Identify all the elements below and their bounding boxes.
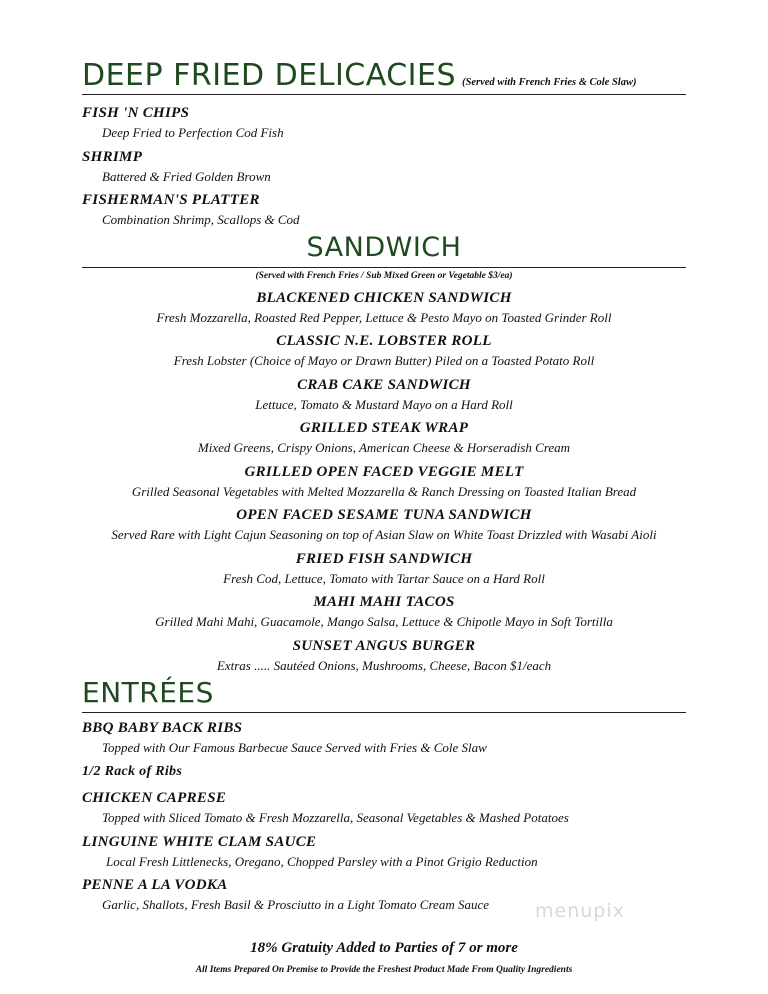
entrees-header: [82, 676, 214, 709]
deep-fried-note: (Served with French Fries & Cole Slaw): [462, 77, 637, 88]
item-name: CHICKEN CAPRESE: [82, 790, 227, 806]
sandwich-rule: [82, 267, 686, 268]
sandwich-note: (Served with French Fries / Sub Mixed Green or Vegetable $3/ea): [255, 271, 513, 281]
item-desc: Served Rare with Light Cajun Seasoning on top of Asian Slaw on White Toast Drizzled with Wasabi Aioli: [111, 527, 657, 542]
item-name: CRAB CAKE SANDWICH: [297, 377, 471, 393]
item-name: LINGUINE WHITE CLAM SAUCE: [82, 834, 317, 850]
deep-fried-rule: [82, 94, 686, 95]
item-name: GRILLED STEAK WRAP: [299, 420, 469, 436]
gratuity-note: 18% Gratuity Added to Parties of 7 or more: [250, 940, 518, 956]
item-desc: Deep Fried to Perfection Cod Fish: [102, 125, 284, 140]
item-desc: Grilled Seasonal Vegetables with Melted Mozzarella & Ranch Dressing on Toasted Italian Bread: [131, 484, 637, 499]
item-name: BBQ BABY BACK RIBS: [82, 720, 243, 736]
item-desc: Fresh Lobster (Choice of Mayo or Drawn Butter) Piled on a Toasted Potato Roll: [173, 353, 595, 368]
item-desc: Extras ..... Sautéed Onions, Mushrooms, Cheese, Bacon $1/each: [216, 658, 552, 673]
item-name: PENNE A LA VODKA: [82, 877, 228, 893]
item-desc: Topped with Our Famous Barbecue Sauce Served with Fries & Cole Slaw: [102, 740, 487, 755]
item-name: GRILLED OPEN FACED VEGGIE MELT: [244, 464, 524, 480]
item-name: FISHERMAN'S PLATTER: [82, 192, 260, 208]
deep-fried-header: [82, 58, 636, 93]
item-desc: Fresh Mozzarella, Roasted Red Pepper, Lettuce & Pesto Mayo on Toasted Grinder Roll: [156, 310, 612, 325]
item-desc: Battered & Fried Golden Brown: [102, 169, 271, 184]
freshness-note: All Items Prepared On Premise to Provide the Freshest Product Made From Quality Ingredients: [195, 965, 573, 975]
item-name: 1/2 Rack of Ribs: [82, 764, 183, 779]
item-desc: Mixed Greens, Crispy Onions, American Cheese & Horseradish Cream: [197, 440, 571, 455]
item-name: FISH 'N CHIPS: [82, 105, 190, 121]
sandwich-header: [0, 232, 768, 263]
item-name: BLACKENED CHICKEN SANDWICH: [256, 290, 512, 306]
item-desc: Topped with Sliced Tomato & Fresh Mozzarella, Seasonal Vegetables & Mashed Potatoes: [102, 810, 569, 825]
item-name: SUNSET ANGUS BURGER: [292, 638, 476, 654]
item-name: FRIED FISH SANDWICH: [295, 551, 473, 567]
item-name: SHRIMP: [82, 149, 143, 165]
watermark: menupix: [535, 900, 625, 922]
item-name: CLASSIC N.E. LOBSTER ROLL: [276, 333, 492, 349]
entrees-rule: [82, 712, 686, 713]
item-desc: Fresh Cod, Lettuce, Tomato with Tartar Sauce on a Hard Roll: [223, 571, 545, 586]
deep-fried-title: DEEP FRIED DELICACIES: [82, 58, 457, 93]
item-desc: Lettuce, Tomato & Mustard Mayo on a Hard Roll: [255, 397, 513, 412]
entrees-title: ENTRÉES: [82, 676, 214, 709]
item-desc: Grilled Mahi Mahi, Guacamole, Mango Salsa, Lettuce & Chipotle Mayo in Soft Tortilla: [155, 614, 613, 629]
item-desc: Garlic, Shallots, Fresh Basil & Prosciutto in a Light Tomato Cream Sauce: [102, 897, 489, 912]
sandwich-title: SANDWICH: [306, 232, 462, 263]
item-name: MAHI MAHI TACOS: [313, 594, 455, 610]
item-desc: Combination Shrimp, Scallops & Cod: [102, 212, 300, 227]
item-name: OPEN FACED SESAME TUNA SANDWICH: [236, 507, 532, 523]
item-desc: Local Fresh Littlenecks, Oregano, Chopped Parsley with a Pinot Grigio Reduction: [106, 854, 538, 869]
